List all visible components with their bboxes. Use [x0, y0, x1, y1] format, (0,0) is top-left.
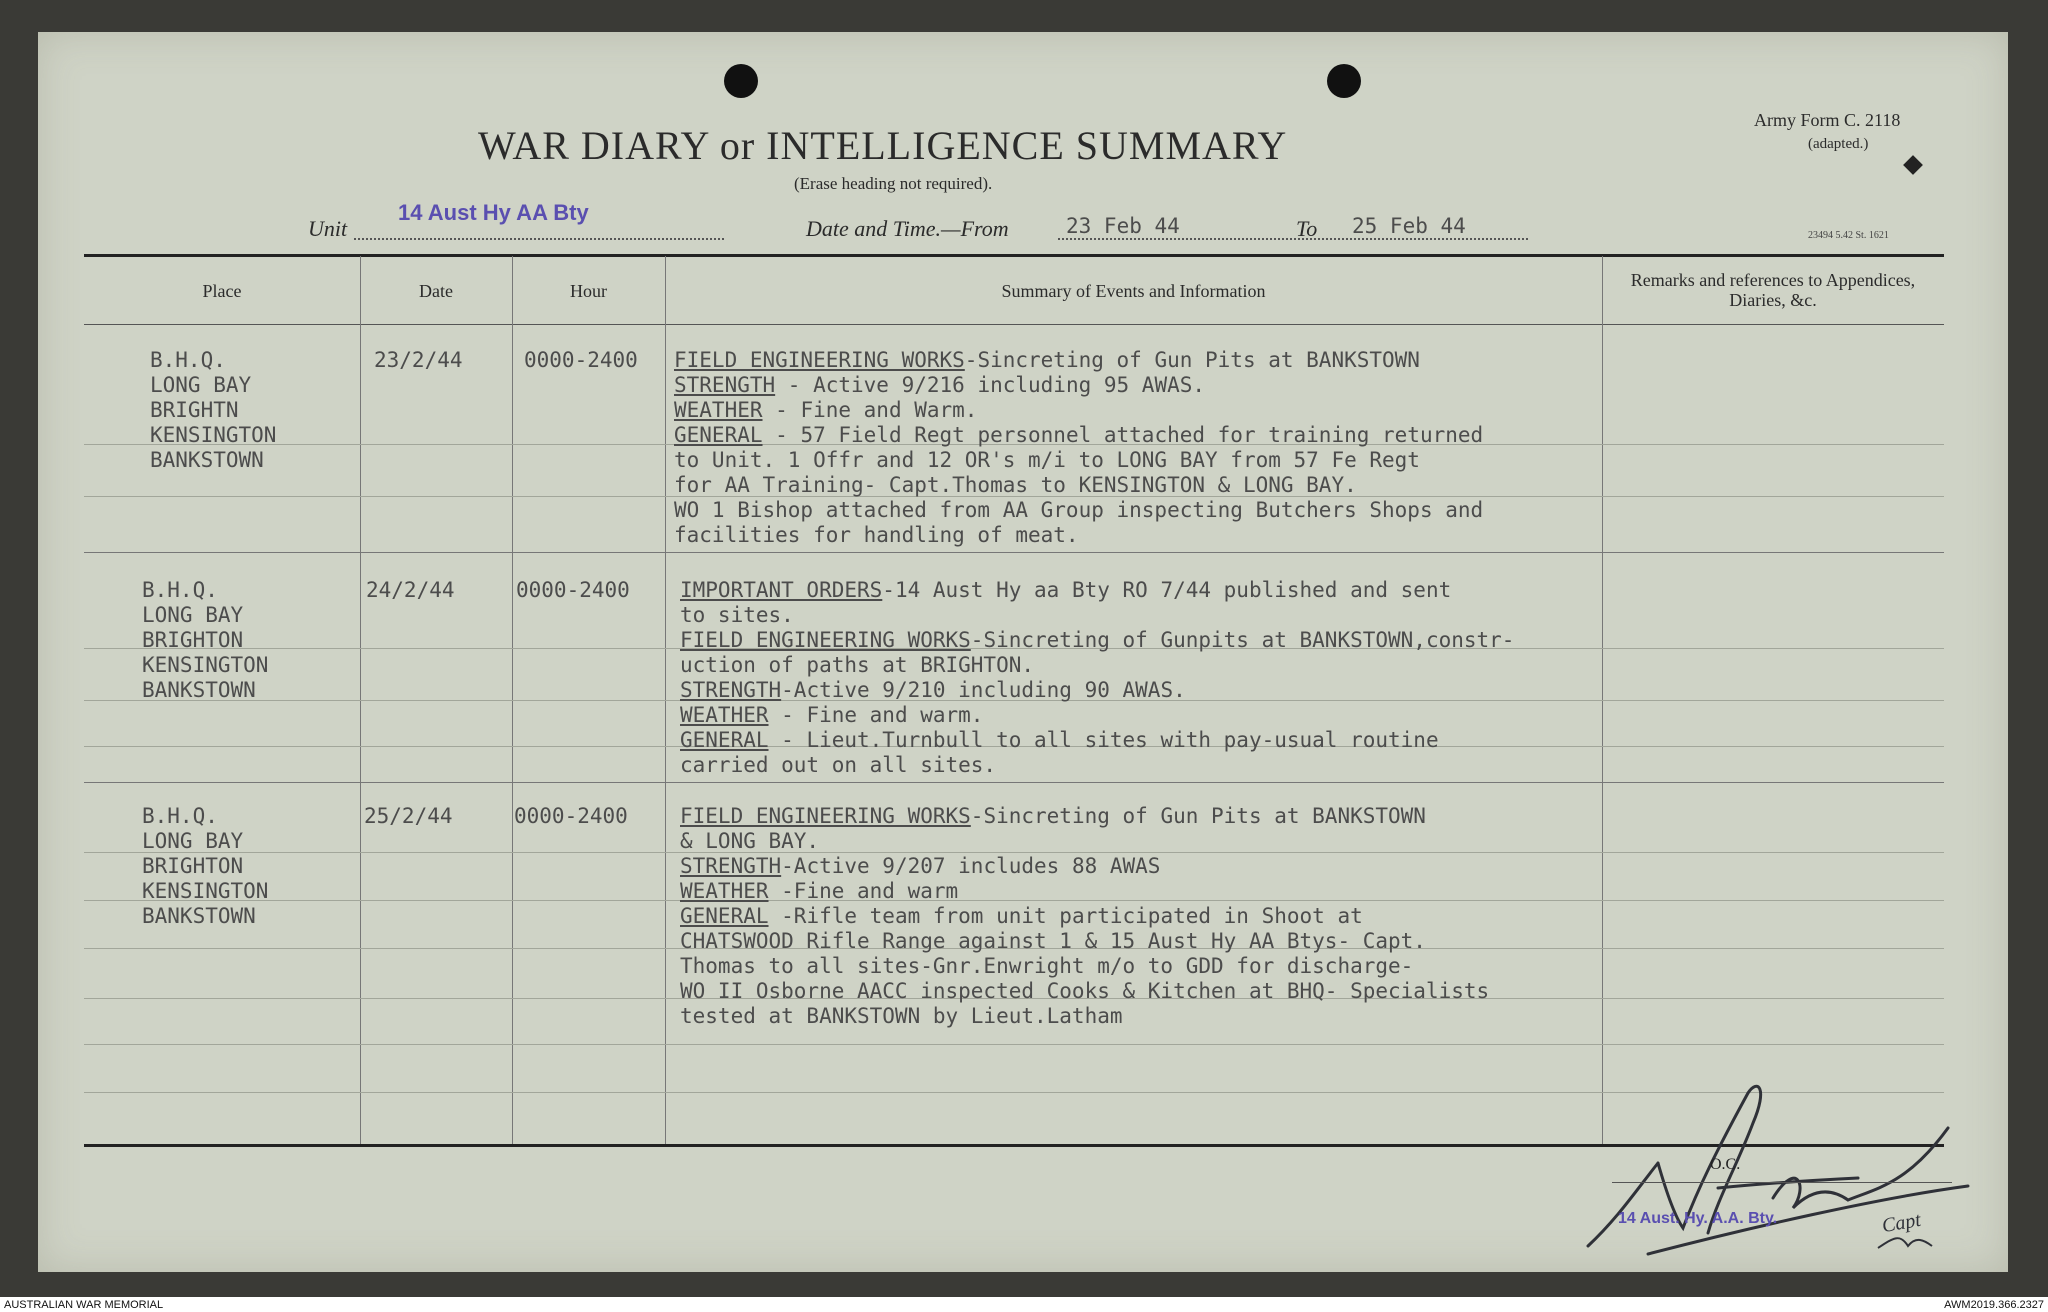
summary-heading: FIELD ENGINEERING WORKS — [674, 348, 965, 372]
entry-date: 24/2/44 — [366, 578, 455, 602]
date-dotted-line — [1058, 238, 1528, 240]
date-to-value: 25 Feb 44 — [1352, 214, 1466, 238]
army-form-label: Army Form C. 2118 — [1754, 110, 1901, 130]
column-header-summary: Summary of Events and Information — [1001, 281, 1266, 301]
summary-text: Thomas to all sites-Gnr.Enwright m/o to GDD for discharge- — [680, 954, 1414, 978]
unit-dotted-line — [354, 238, 724, 240]
entry-hour: 0000-2400 — [516, 578, 630, 602]
erase-note: (Erase heading not required). — [794, 174, 993, 193]
place-name: KENSINGTON — [142, 879, 269, 903]
column-header-remarks: Remarks and references to Appendices, Diaries, &c. — [1630, 270, 1916, 310]
summary-text: -Active 9/207 includes 88 AWAS — [781, 854, 1161, 878]
summary-text: - Fine and warm. — [768, 703, 984, 727]
place-name: BRIGHTON — [142, 628, 244, 652]
place-name: BANKSTOWN — [142, 678, 256, 702]
summary-text: -14 Aust Hy aa Bty RO 7/44 published and sent — [882, 578, 1452, 602]
unit-label: Unit — [308, 216, 348, 241]
place-name: LONG BAY — [150, 373, 252, 397]
entry-rule-1 — [84, 552, 1944, 553]
place-name: B.H.Q. — [142, 578, 218, 602]
summary-text: -Active 9/210 including 90 AWAS. — [781, 678, 1186, 702]
summary-heading: STRENGTH — [674, 373, 776, 397]
place-list — [150, 348, 276, 473]
place-name: LONG BAY — [142, 829, 244, 853]
summary-heading: GENERAL — [680, 904, 769, 928]
summary-heading: FIELD ENGINEERING WORKS — [680, 804, 971, 828]
place-name: KENSINGTON — [150, 423, 277, 447]
place-name: KENSINGTON — [142, 653, 269, 677]
event-summary — [680, 804, 1489, 1029]
entry-hour: 0000-2400 — [524, 348, 638, 372]
adapted-label: (adapted.) — [1808, 136, 1869, 152]
header-bottom-rule — [84, 324, 1944, 325]
punch-hole-left — [724, 64, 758, 98]
summary-heading: IMPORTANT ORDERS — [680, 578, 883, 602]
unit-signature-stamp: 14 Aust. Hy. A.A. Bty. — [1618, 1210, 1778, 1227]
summary-text: to sites. — [680, 603, 794, 627]
date-from-label: Date and Time.—From — [806, 216, 1009, 241]
entry-date: 25/2/44 — [364, 804, 453, 828]
summary-text: -Sincreting of Gunpits at BANKSTOWN,constr- — [970, 628, 1515, 652]
footer-accession-number: AWM2019.366.2327 — [1944, 1299, 2044, 1311]
place-name: BANKSTOWN — [142, 904, 256, 928]
event-summary — [674, 348, 1483, 548]
footer-institution: AUSTRALIAN WAR MEMORIAL — [4, 1299, 164, 1311]
punch-hole-right — [1327, 64, 1361, 98]
summary-text: & LONG BAY. — [680, 829, 820, 853]
summary-heading: GENERAL — [680, 728, 769, 752]
place-name: LONG BAY — [142, 603, 244, 627]
summary-text: -Rifle team from unit participated in Shoot at — [768, 904, 1363, 928]
place-name: BRIGHTON — [142, 854, 244, 878]
summary-text: for AA Training- Capt.Thomas to KENSINGTON & LONG BAY. — [674, 473, 1357, 497]
column-header-place: Place — [202, 281, 242, 301]
summary-text: -Sincreting of Gun Pits at BANKSTOWN — [964, 348, 1420, 372]
place-name: B.H.Q. — [142, 804, 218, 828]
entry-rule-2 — [84, 782, 1944, 783]
date-from-value: 23 Feb 44 — [1066, 214, 1180, 238]
ink-mark — [1903, 155, 1923, 175]
summary-text: uction of paths at BRIGHTON. — [680, 653, 1035, 677]
ruled-line — [84, 1044, 1944, 1045]
table-top-rule — [84, 254, 1944, 257]
summary-text: carried out on all sites. — [680, 753, 997, 777]
summary-text: WO 1 Bishop attached from AA Group inspecting Butchers Shops and — [674, 498, 1484, 522]
summary-heading: WEATHER — [680, 879, 769, 903]
column-header-hour: Hour — [570, 281, 607, 301]
summary-text: - Fine and Warm. — [762, 398, 978, 422]
summary-text: -Sincreting of Gun Pits at BANKSTOWN — [970, 804, 1426, 828]
summary-text: - Lieut.Turnbull to all sites with pay-usual routine — [768, 728, 1439, 752]
summary-text: facilities for handling of meat. — [674, 523, 1079, 547]
summary-heading: FIELD ENGINEERING WORKS — [680, 628, 971, 652]
summary-heading: WEATHER — [674, 398, 763, 422]
signature-rule — [1612, 1182, 1952, 1183]
print-code: 23494 5.42 St. 1621 — [1808, 230, 1889, 241]
form-title: WAR DIARY or INTELLIGENCE SUMMARY — [478, 123, 1288, 168]
place-name: B.H.Q. — [150, 348, 226, 372]
entry-date: 23/2/44 — [374, 348, 463, 372]
handwritten-signature — [1548, 1068, 1988, 1268]
summary-text: - 57 Field Regt personnel attached for training returned — [762, 423, 1484, 447]
place-name: BANKSTOWN — [150, 448, 264, 472]
place-list — [142, 578, 268, 703]
summary-heading: WEATHER — [680, 703, 769, 727]
column-header-date: Date — [419, 281, 453, 301]
place-list — [142, 804, 268, 929]
event-summary — [680, 578, 1514, 778]
summary-text: to Unit. 1 Offr and 12 OR's m/i to LONG BAY from 57 Fe Regt — [674, 448, 1420, 472]
summary-text: - Active 9/216 including 95 AWAS. — [775, 373, 1206, 397]
summary-text: WO II Osborne AACC inspected Cooks & Kitchen at BHQ- Specialists — [680, 979, 1490, 1003]
place-name: BRIGHTN — [150, 398, 239, 422]
date-to-label: To — [1296, 216, 1318, 241]
unit-stamp: 14 Aust Hy AA Bty — [398, 200, 589, 225]
summary-heading: STRENGTH — [680, 678, 782, 702]
summary-heading: GENERAL — [674, 423, 763, 447]
entry-hour: 0000-2400 — [514, 804, 628, 828]
oc-label: O.C. — [1710, 1156, 1741, 1173]
summary-text: -Fine and warm — [768, 879, 959, 903]
rank-handwriting: Capt — [1880, 1208, 1923, 1238]
war-diary-sheet — [38, 32, 2008, 1272]
summary-heading: STRENGTH — [680, 854, 782, 878]
summary-text: tested at BANKSTOWN by Lieut.Latham — [680, 1004, 1123, 1028]
summary-text: CHATSWOOD Rifle Range against 1 & 15 Aust Hy AA Btys- Capt. — [680, 929, 1426, 953]
